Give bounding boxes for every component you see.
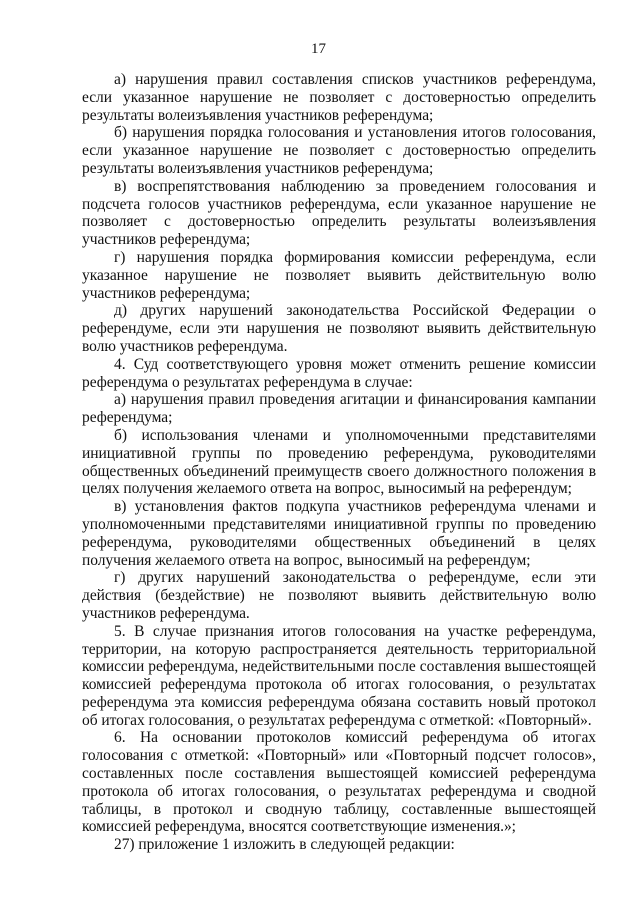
paragraph: 5. В случае признания итогов голосования на участке референдума, территории, на которую распространяется деятельность территориальной комиссии референдума, недействительными после составления вышестоящей комиссией референдума протокола об итогах голосования, о результатах референдума эта комиссия референдума обязана составить новый протокол об итогах голосования, о результатах референдума с отметкой: «Повторный». xyxy=(82,622,596,729)
paragraph: 4. Суд соответствующего уровня может отменить решение комиссии референдума о результатах референдума в случае: xyxy=(82,355,596,391)
paragraph: г) нарушения порядка формирования комиссии референдума, если указанное нарушение не позволяет выявить действительную волю участников референдума; xyxy=(82,248,596,302)
paragraph: б) нарушения порядка голосования и установления итогов голосования, если указанное нарушение не позволяет с достоверностью определить результаты волеизъявления участников референдума; xyxy=(82,124,596,177)
paragraph: 6. На основании протоколов комиссий референдума об итогах голосования с отметкой: «Повторный» или «Повторный подсчет голосов», составленных после составления вышестоящей комиссией референдума протокола об итогах голосования, о результатах референдума и сводной таблицы, в протокол и сводную таблицу, составленные вышестоящей комиссией референдума, вносятся соответствующие изменения.»; xyxy=(82,729,596,836)
paragraph: а) нарушения правил составления списков участников референдума, если указанное нарушение не позволяет с достоверностью определить результаты волеизъявления участников референдума; xyxy=(82,71,596,124)
paragraph: в) установления фактов подкупа участников референдума членами и уполномоченными представителями инициативной группы по проведению референдума, руководителями общественных объединений в целях получения желаемого ответа на вопрос, выносимый на референдум; xyxy=(82,498,596,569)
paragraph: а) нарушения правил проведения агитации и финансирования кампании референдума; xyxy=(82,391,596,427)
paragraph: б) использования членами и уполномоченными представителями инициативной группы по проведению референдума, руководителями общественных объединений преимуществ своего должностного положения в целях получения желаемого ответа на вопрос, выносимый на референдум; xyxy=(82,426,596,498)
paragraph: д) других нарушений законодательства Российской Федерации о референдуме, если эти нарушения не позволяют выявить действительную волю участников референдума. xyxy=(82,302,596,355)
paragraph: 27) приложение 1 изложить в следующей редакции: xyxy=(114,836,455,854)
paragraph: в) воспрепятствования наблюдению за проведением голосования и подсчета голосов участников референдума, если указанное нарушение не позволяет с достоверностью определить результаты волеизъявления участников референдума; xyxy=(82,177,596,249)
document-body xyxy=(82,71,596,854)
page-number: 17 xyxy=(311,41,326,57)
paragraph: г) других нарушений законодательства о референдуме, если эти действия (бездействие) не позволяют выявить действительную волю участников референдума. xyxy=(82,569,596,622)
